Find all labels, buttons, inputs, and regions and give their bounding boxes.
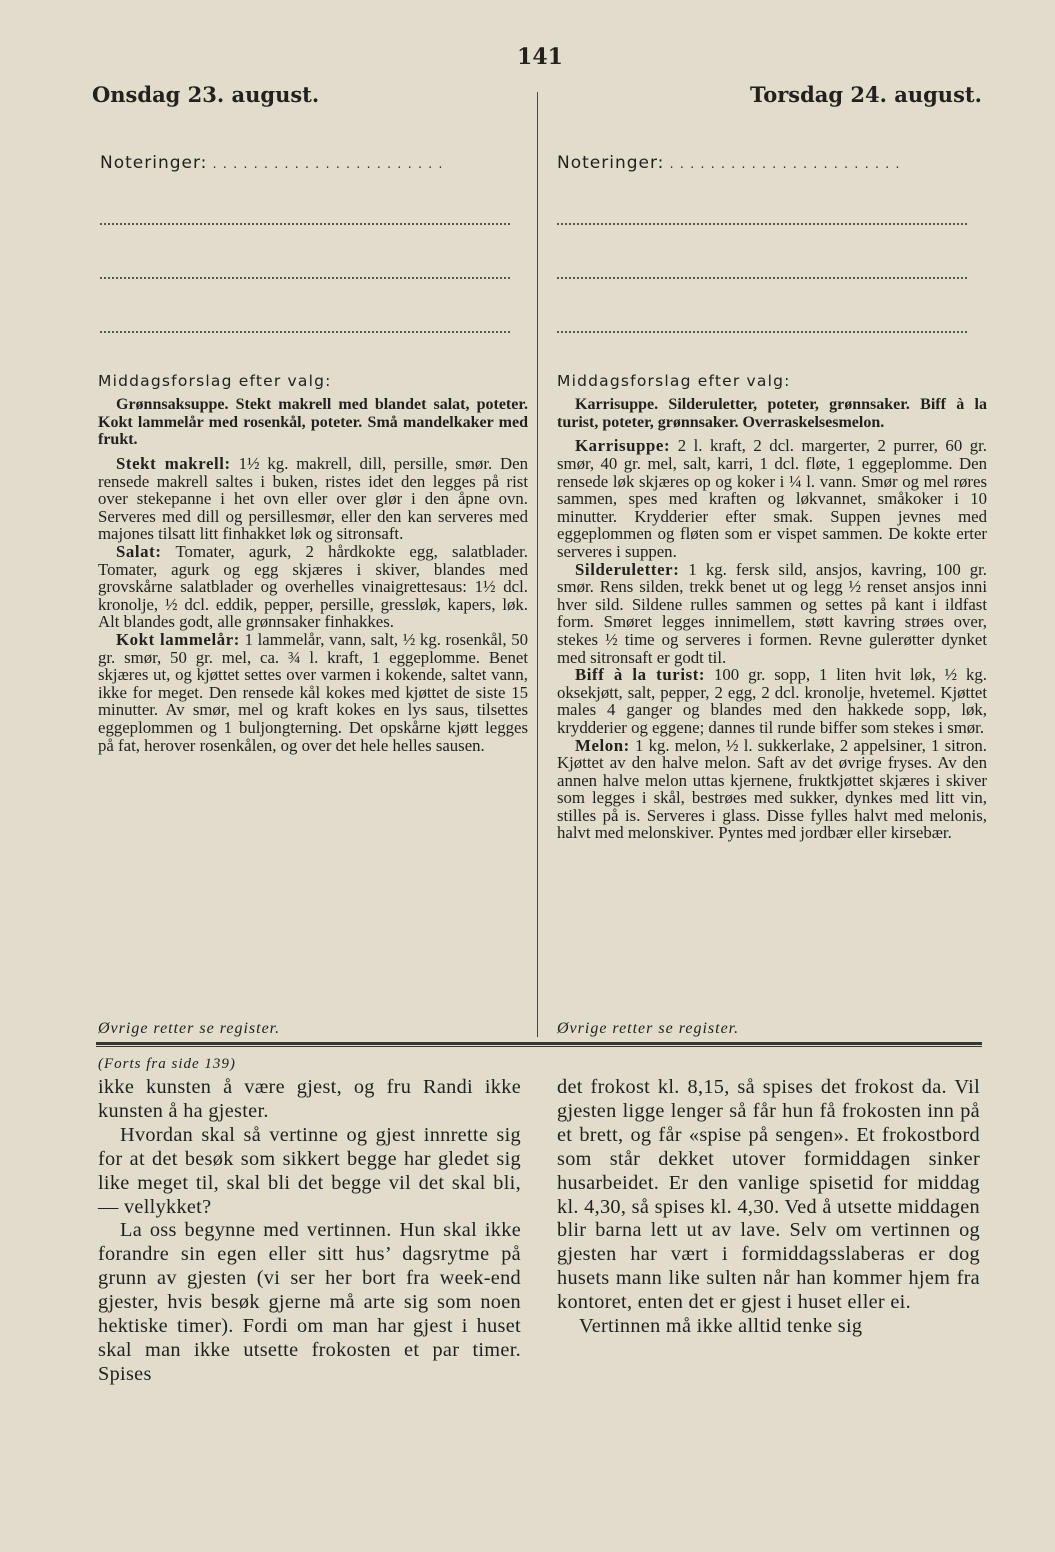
menu-intro: Karrisuppe. Silderuletter, poteter, grønnsaker. Biff à la turist, poteter, grønnsaker. Overraskelsesmelon. [557,396,987,431]
recipe-name: Karrisuppe: [575,436,671,456]
recipe-text: 1 kg. melon, ½ l. sukkerlake, 2 appelsiner, 1 sitron. Kjøttet av den halve melon. Saft av det øvrige fryses. Av den annen halve melon uttas kjernene, fruktkjøttet skjæres i skiver som legges i skål, bestrøes med sukker, dynkes med litt vin, stilles på is. Serveres i glass. Disse fylles halvt med melonis, halvt med melonskiver. Pyntes med jordbær eller kirsebær. [557,735,987,843]
menu-section-left [98,372,528,754]
essay-paragraph: ikke kunsten å være gjest, og fru Randi ikke kunsten å ha gjester. [98,1076,521,1122]
continued-note: (Forts fra side 139) [98,1056,236,1072]
menu-heading: Middagsforslag efter valg: [98,372,332,390]
essay-column-left [98,1076,521,1387]
menu-heading: Middagsforslag efter valg: [557,372,791,390]
recipe-text: 1 lammelår, vann, salt, ½ kg. rosenkål, 50 gr. smør, 50 gr. mel, ca. ¾ l. kraft, 1 eggeplomme. Benet skjæres ut, og kjøttet settes over varmen i kokende, saltet vann, ikke for meget. Den rensede kål kokes med kjøttet de siste 15 minutter. Av smør, mel og kraft kokes en lys saus, tilsettes eggeplommen og 1 buljongterning. Det opskårne kjøtt legges på fat, herover rosenkålen, og over det hele helles sausen. [98,630,528,755]
menu-intro: Grønnsaksuppe. Stekt makrell med blandet salat, poteter. Kokt lammelår med rosenkål, poteter. Små mandelkaker med frukt. [98,396,528,449]
recipe-biff-a-la-turist [557,666,987,736]
recipe-salat [98,543,528,631]
essay-paragraph: det frokost kl. 8,15, så spises det frokost da. Vil gjesten ligge lenger så får hun få frokosten inn på et brett, og får «spise på sengen». Et frokostbord som står dekket utover formiddagen sinker husarbeidet. Er den vanlige spisetid for middag kl. 4,30, så spises kl. 4,30. Ved å utsette middagen blir barna lett ut av lave. Selv om vertinnen og gjesten har vært i formiddagsslaberas er dog husets mann like sulten når han kommer hjem fra kontoret, enten det er gjest i huset eller ei. [557,1076,980,1314]
more-dishes-note-right: Øvrige retter se register. [557,1020,740,1037]
recipe-text: 1 kg. fersk sild, ansjos, kavring, 100 gr. smør. Rens silden, trekk benet ut og legg ½ renset ansjos inni hver sild. Sildene rulles sammen og settes på kant i ildfast form. Smøret legges innimellem, støtt kavring strøes over, stekes ½ time og serveres i formen. Revne gulerøtter dynket med sitronsaft er godt til. [557,559,987,667]
more-dishes-note-left: Øvrige retter se register. [98,1020,281,1037]
recipe-stekt-makrell [98,455,528,543]
notes-line [100,277,510,279]
essay-paragraph: La oss begynne med vertinnen. Hun skal ikke forandre sin egen eller sitt hus’ dagsrytme på grunn av gjesten (vi ser her bort fra week-end gjester, hvis besøk gjerne må arte sig som noen hektiske timer). Fordi om man har gjest i huset skal man ikke utsette frokosten et par timer. Spises [98,1219,521,1385]
recipe-text: Tomater, agurk, 2 hårdkokte egg, salatblader. Tomater, agurk og egg skjæres i skiver, blandes med grovskårne salatblader og overhelles vinaigrettesaus: 1½ dcl. kronolje, ½ dcl. eddik, pepper, persille, gressløk, kapers, løk. Alt blandes godt, alle grønnsaker finhakkes. [98,542,528,632]
notes-line [557,331,967,333]
notes-label: Noteringer: [100,153,208,173]
section-rule [96,1042,982,1047]
recipe-name: Kokt lammelår: [116,630,240,650]
notes-dotted-fill: . . . . . . . . . . . . . . . . . . . . . . . [664,157,901,172]
day-heading-wednesday: Onsdag 23. august. [92,82,320,107]
menu-section-right [557,372,987,842]
notes-label: Noteringer: [557,153,665,173]
recipe-name: Salat: [116,542,162,562]
recipe-name: Biff à la turist: [575,665,706,685]
notes-line [557,223,967,225]
recipe-text: 2 l. kraft, 2 dcl. margerter, 2 purrer, 60 gr. smør, 40 gr. mel, salt, karri, 1 dcl. fløte, 1 eggeplomme. Den rensede løk skjæres op og koker i ¼ l. vann. Smør og mel røres sammen, spes med kraften og løkvannet, småkoker i 10 minutter. Krydderier efter smak. Suppen jevnes med eggeplommen og fløten som er vispet sammen. De kokte erter serveres i suppen. [557,436,987,561]
recipe-karrisuppe [557,437,987,560]
essay-column-right [557,1076,980,1339]
essay-paragraph: Vertinnen må ikke alltid tenke sig [579,1315,863,1338]
recipe-name: Stekt makrell: [116,454,231,474]
recipe-melon [557,737,987,843]
recipe-name: Silderuletter: [575,559,680,579]
day-heading-thursday: Torsdag 24. august. [750,82,982,107]
notes-line [100,223,510,225]
recipe-text: 100 gr. sopp, 1 liten hvit løk, ½ kg. oksekjøtt, salt, pepper, 2 egg, 2 dcl. kronolje, hvetemel. Kjøttet males 4 ganger og blandes med den hakkede sopp, løk, krydderier og eggene; dannes til runde biffer som stekes i smør. [557,665,987,737]
notes-line [557,277,967,279]
recipe-name: Melon: [575,735,630,755]
essay-paragraph: Hvordan skal så vertinne og gjest innrette sig for at det besøk som sikkert begge har gledet sig like meget til, skal bli det begge vil det skal bli, — vellykket? [98,1123,521,1218]
recipe-text: 1½ kg. makrell, dill, persille, smør. Den rensede makrell saltes i buken, ristes idet den legges på rist over stekepanne i het ovn eller over glør i den åpne ovn. Serveres med dill og persillesmør, eller den kan serveres med majones tilsatt litt finhakket løk og sitronsaft. [98,454,528,544]
recipe-kokt-lammelar [98,631,528,754]
column-divider [537,92,538,1037]
notes-line [100,331,510,333]
notes-section-left [100,153,520,333]
recipe-silderuletter [557,561,987,667]
notes-section-right [557,153,977,333]
notes-dotted-fill: . . . . . . . . . . . . . . . . . . . . . . . [207,157,444,172]
page-number: 141 [517,44,563,70]
